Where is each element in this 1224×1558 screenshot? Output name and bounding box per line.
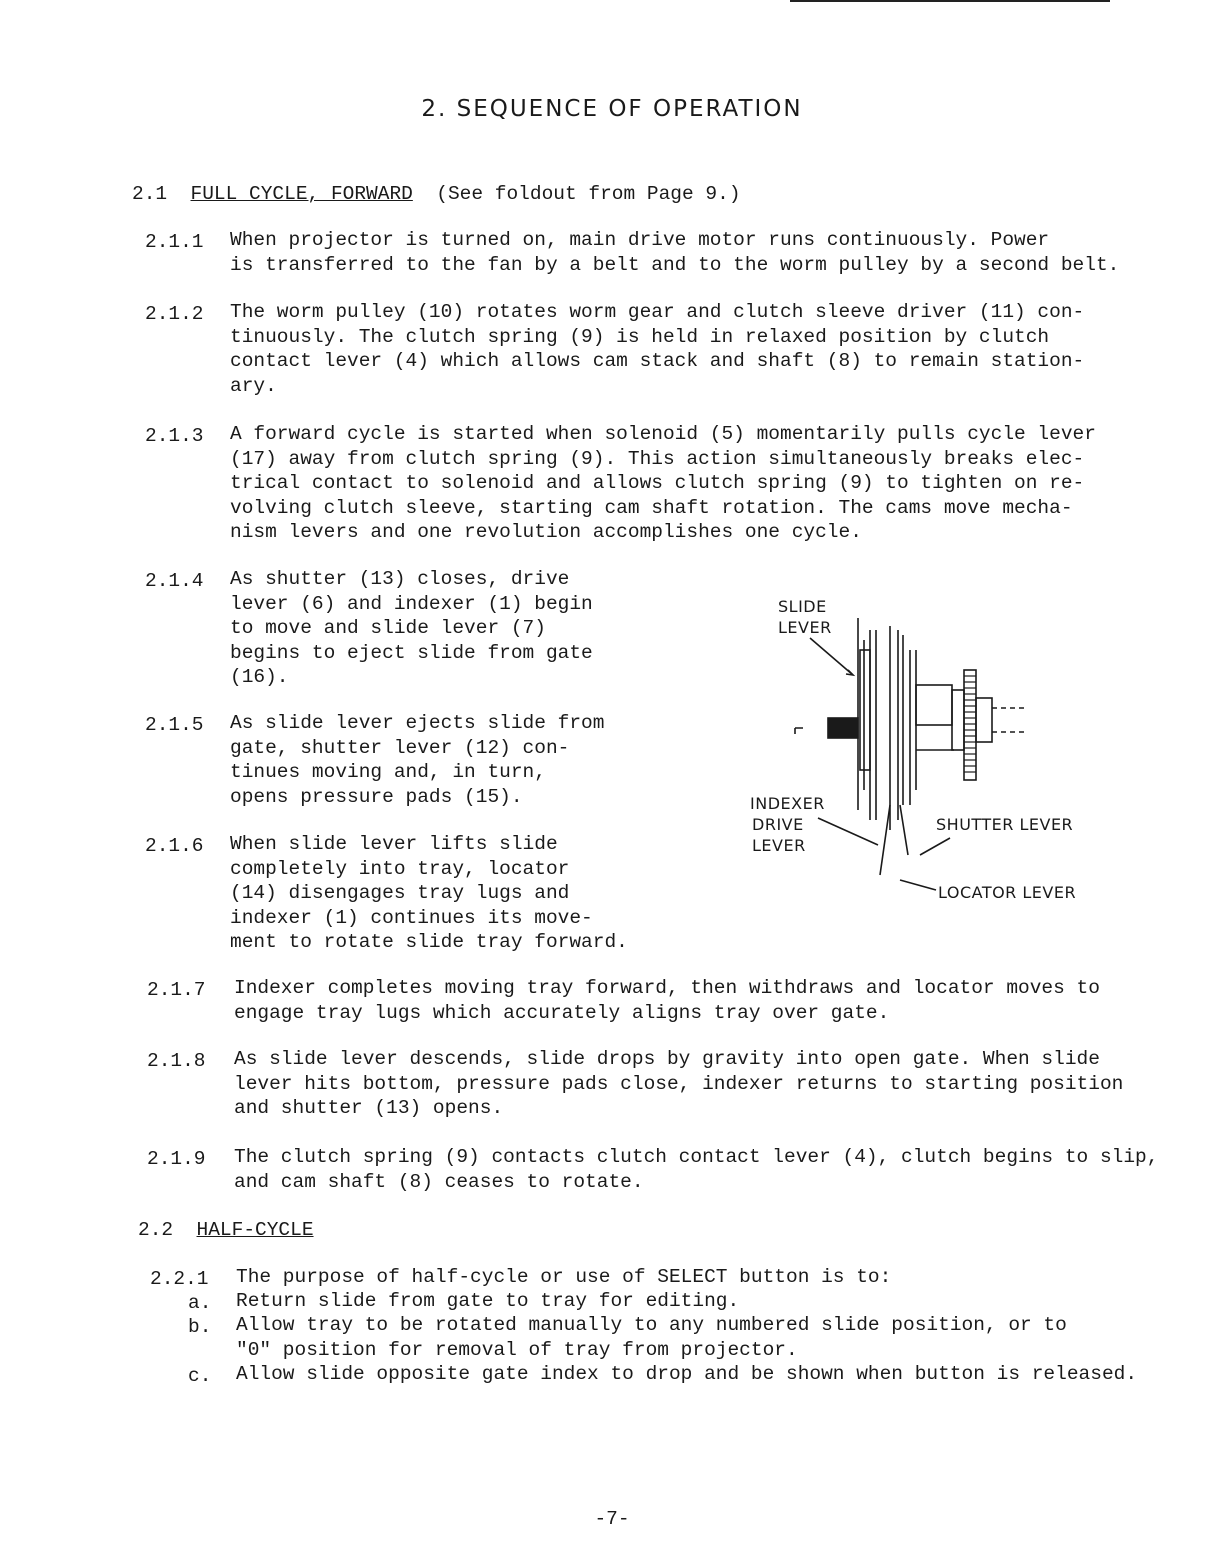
item-number: 2.1.2 [145,303,204,325]
page-title: 2. SEQUENCE OF OPERATION [421,96,803,122]
text-line: to move and slide lever (7) [230,617,546,639]
text-line: (16). [230,666,289,688]
item-2-1-4-text [230,567,593,690]
item-2-2-1-intro: The purpose of half-cycle or use of SELECT button is to: [236,1266,892,1288]
text-line: lever (6) and indexer (1) begin [230,592,593,615]
item-number: 2.1.9 [147,1148,206,1170]
text-line: "0" position for removal of tray from projector. [236,1338,798,1361]
text-line: ment to rotate slide tray forward. [230,931,628,953]
text-line: gate, shutter lever (12) con- [230,736,570,759]
text-line: volving clutch sleeve, starting cam shaft rotation. The cams move mecha- [230,496,1073,519]
item-number: 2.1.4 [145,570,204,592]
section-title: HALF-CYCLE [196,1219,314,1241]
item-2-1-2-text [230,300,1084,398]
subitem-letter: a. [188,1292,212,1314]
text-line: and cam shaft (8) ceases to rotate. [234,1170,644,1193]
text-line: As slide lever descends, slide drops by gravity into open gate. When slide [234,1048,1100,1070]
text-line: contact lever (4) which allows cam stack and shaft (8) to remain station- [230,350,1085,372]
text-line: indexer (1) continues its move- [230,906,593,929]
slide-lever-label-1: SLIDE [778,597,827,616]
section-number: 2.2 [138,1219,174,1241]
item-number: 2.1.8 [147,1050,206,1072]
item-2-1-6-text [230,832,628,955]
section-title: FULL CYCLE, FORWARD [190,183,413,205]
text-line: is transferred to the fan by a belt and to the worm pulley by a second belt. [230,253,1120,276]
text-line: Return slide from gate to tray for editing. [236,1290,740,1312]
item-number: 2.1.1 [145,231,204,253]
top-rule [790,0,1110,2]
slide-lever-label-2: LEVER [778,618,832,637]
text-line: When projector is turned on, main drive motor runs continuously. Power [230,229,1050,251]
lever-mechanism-diagram [740,590,1120,910]
indexer-label-1: INDEXER [750,794,825,813]
text-line: Allow slide opposite gate index to drop and be shown when button is released. [236,1363,1138,1385]
subitem-b-text [236,1313,1067,1362]
text-line: begins to eject slide from gate [230,641,593,664]
page-number: -7- [594,1508,630,1530]
item-2-1-1-text [230,228,1119,277]
subitem-letter: c. [188,1365,212,1387]
text-line: The clutch spring (9) contacts clutch contact lever (4), clutch begins to slip, [234,1146,1159,1168]
text-line: lever hits bottom, pressure pads close, indexer returns to starting position [234,1072,1124,1095]
text-line: nism levers and one revolution accomplishes one cycle. [230,521,862,543]
text-line: ary. [230,374,277,397]
text-line: and shutter (13) opens. [234,1097,504,1119]
text-line: When slide lever lifts slide [230,833,558,855]
text-line: The worm pulley (10) rotates worm gear and clutch sleeve driver (11) con- [230,301,1085,323]
subitem-a-text [236,1289,739,1314]
text-line: As slide lever ejects slide from [230,712,605,734]
text-line: completely into tray, locator [230,857,570,880]
section-number: 2.1 [132,183,168,205]
text-line: engage tray lugs which accurately aligns tray over gate. [234,1001,890,1024]
text-line: trical contact to solenoid and allows clutch spring (9) to tighten on re- [230,472,1085,494]
item-2-1-7-text [234,976,1100,1025]
item-number: 2.1.7 [147,979,206,1001]
item-2-1-3-text [230,422,1096,545]
subitem-letter: b. [188,1316,212,1338]
item-number: 2.1.3 [145,425,204,447]
indexer-label-2: DRIVE [752,815,804,834]
indexer-label-3: LEVER [752,836,806,855]
locator-lever-label: LOCATOR LEVER [938,883,1077,902]
shutter-lever-label: SHUTTER LEVER [936,815,1074,834]
text-line: Allow tray to be rotated manually to any numbered slide position, or to [236,1314,1067,1336]
text-line: Indexer completes moving tray forward, then withdraws and locator moves to [234,977,1100,999]
section-2-1-heading [132,183,741,205]
text-line: tinuously. The clutch spring (9) is held in relaxed position by clutch [230,325,1050,348]
text-line: (17) away from clutch spring (9). This action simultaneously breaks elec- [230,447,1085,470]
item-number: 2.2.1 [150,1268,209,1290]
text-line: (14) disengages tray lugs and [230,882,570,904]
subitem-c-text [236,1362,1137,1387]
item-number: 2.1.5 [145,714,204,736]
item-number: 2.1.6 [145,835,204,857]
text-line: As shutter (13) closes, drive [230,568,570,590]
text-line: tinues moving and, in turn, [230,761,546,783]
text-line: opens pressure pads (15). [230,785,523,808]
item-2-1-9-text [234,1145,1158,1194]
text-line: A forward cycle is started when solenoid (5) momentarily pulls cycle lever [230,423,1096,445]
section-note: (See foldout from Page 9.) [436,183,741,205]
item-2-1-5-text [230,711,604,809]
section-2-2-heading [138,1219,314,1241]
item-2-1-8-text [234,1047,1123,1121]
